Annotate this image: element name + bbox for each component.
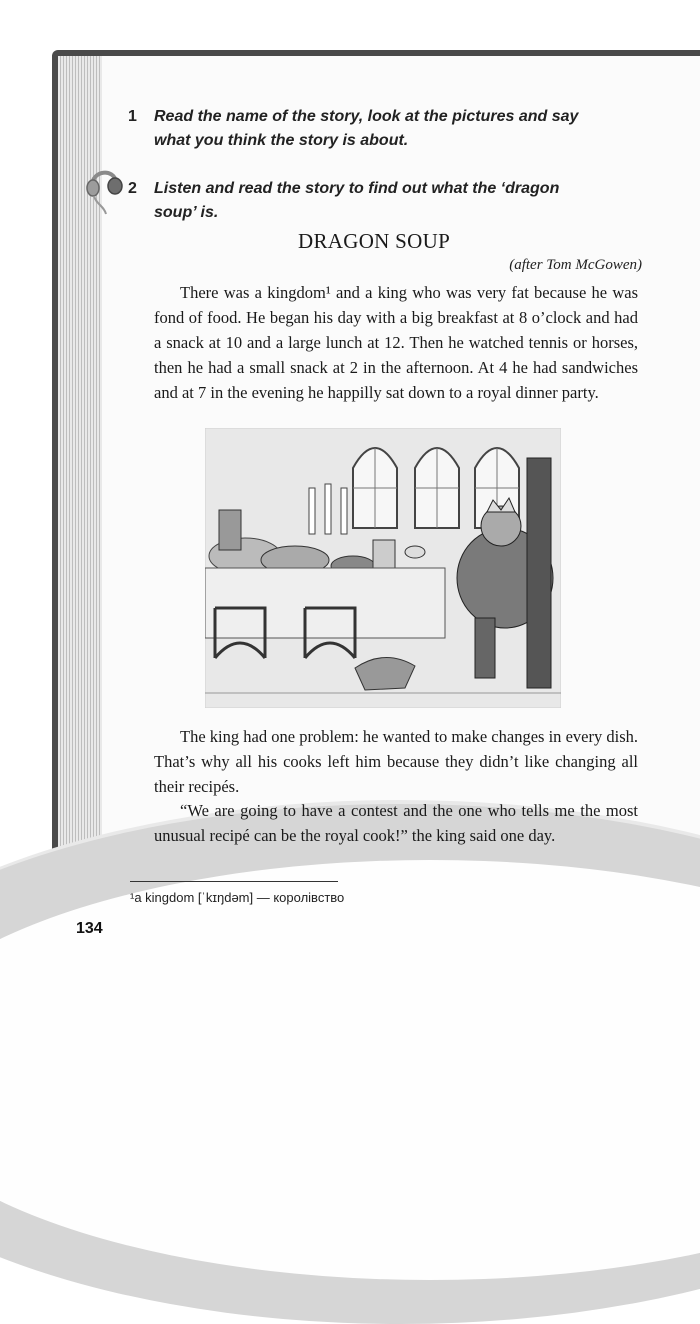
story-author: (after Tom McGowen) [509,257,642,273]
footnote-rule [130,881,338,882]
paragraph-text: The king had one problem: he wanted to make changes in every dish. That’s why all his cooks left him because they didn’t like changing all their recipés. [154,727,638,796]
task-text-line: Listen and read the story to find out what the ‘dragon [154,180,560,197]
page-number: 134 [76,920,103,937]
story-paragraph-1 [154,280,638,405]
king-feast-illustration [205,428,561,708]
task-number: 2 [128,180,137,197]
task-number: 1 [128,108,137,125]
story-paragraph-3 [154,798,638,848]
decorative-swoosh-inner [0,860,700,1280]
task-text-line: soup’ is. [154,204,219,221]
headphones-icon [84,164,128,224]
story-title: DRAGON SOUP [298,229,451,253]
story-paragraph-2 [154,724,638,799]
task-text-line: Read the name of the story, look at the pictures and say [154,108,579,125]
footnote: ¹a kingdom [ˈkɪŋdəm] — королівство [130,890,345,905]
task-text-line: what you think the story is about. [154,132,409,149]
paragraph-text: “We are going to have a contest and the one who tells me the most unusual recipé can be the royal cook!” the king said one day. [154,801,638,845]
paragraph-text: There was a kingdom¹ and a king who was very fat because he was fond of food. He began his day with a big breakfast at 8 o’clock and had a snack at 10 and a large lunch at 12. Then he watched tennis or horses, then he had a small snack at 2 in the afternoon. At 4 he had sandwiches and at 7 in the evening he happilly sat down to a royal dinner party. [154,283,638,402]
